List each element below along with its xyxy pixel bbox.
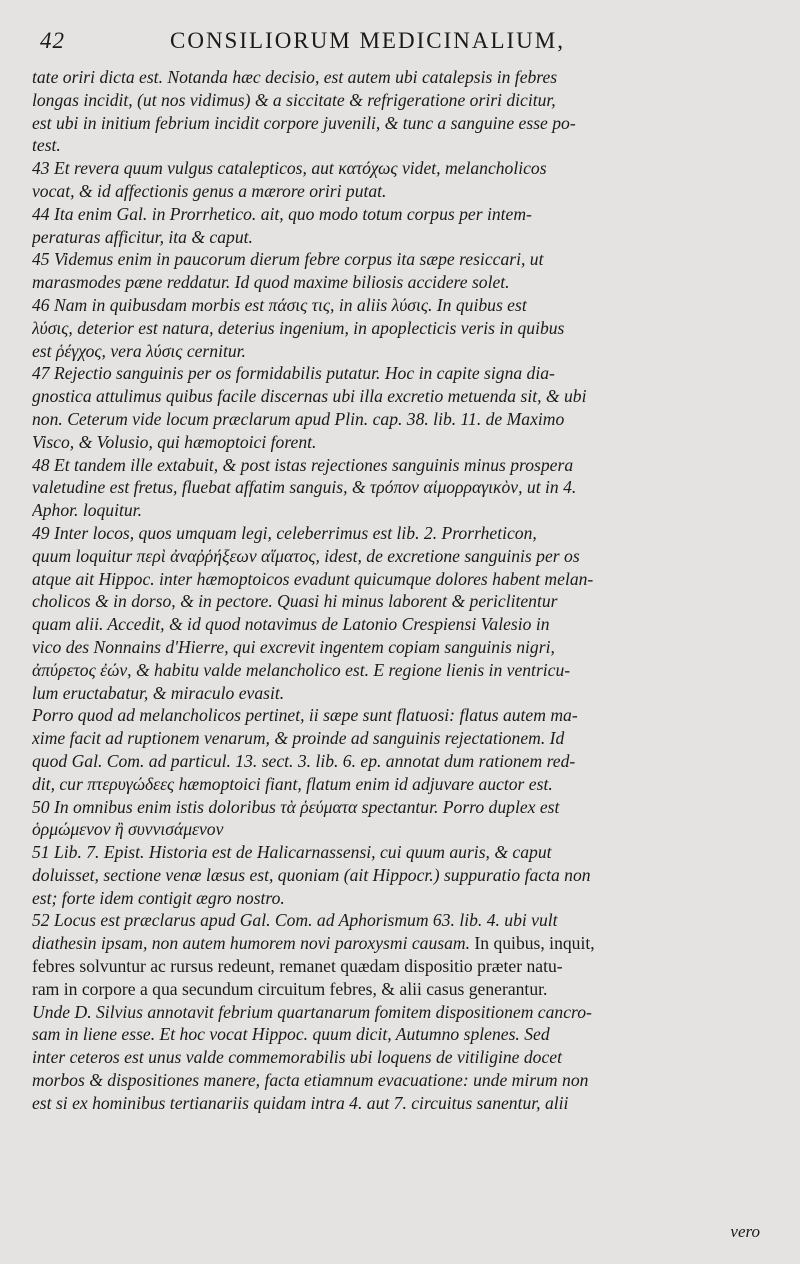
page-header xyxy=(40,22,770,62)
text-line: Porro quod ad melancholicos pertinet, ii sæpe sunt flatuosi: flatus autem ma- xyxy=(32,705,578,726)
text-line xyxy=(32,932,776,955)
text-line: febres solvuntur ac rursus redeunt, remanet quædam dispositio præter natu- xyxy=(32,956,563,977)
text-line: cholicos & in dorso, & in pectore. Quasi hi minus laborent & periclitentur xyxy=(32,591,558,612)
text-line: marasmodes pæne reddatur. Id quod maxime biliosis accidere solet. xyxy=(32,272,510,293)
text-line: test. xyxy=(32,135,61,156)
text-line: non. Ceterum vide locum præclarum apud Plin. cap. 38. lib. 11. de Maximo xyxy=(32,408,565,429)
text-line: 45 Videmus enim in paucorum dierum febre corpus ita sæpe resiccari, ut xyxy=(32,249,544,270)
text-line: tate oriri dicta est. Notanda hæc decisio, est autem ubi catalepsis in febres xyxy=(32,67,558,87)
text-line: 51 Lib. 7. Epist. Historia est de Halicarnassensi, cui quum auris, & caput xyxy=(32,842,552,863)
text-line: est si ex hominibus tertianariis quidam intra 4. aut 7. circuitus sanentur, alii xyxy=(32,1092,569,1113)
text-line: 43 Et revera quum vulgus catalepticos, aut κατόχως videt, melancholicos xyxy=(32,158,547,179)
text-line: longas incidit, (ut nos vidimus) & a siccitate & refrigeratione oriri dicitur, xyxy=(32,89,556,110)
text-line: xime facit ad ruptionem venarum, & proinde ad sanguinis rejectationem. Id xyxy=(32,728,565,749)
text-line: 48 Et tandem ille extabuit, & post istas rejectiones sanguinis minus prospera xyxy=(32,454,574,475)
text-line: Aphor. loquitur. xyxy=(32,500,142,521)
text-line: dit, cur πτερυγώδεες hæmoptoici fiant, flatum enim id adjuvare auctor est. xyxy=(32,773,553,794)
text-line: ἀπύρετος ἐών, & habitu valde melancholico est. E regione lienis in ventricu- xyxy=(32,659,571,680)
text-line: ὁρμώμενον ἢ συννισάμενον xyxy=(32,819,224,840)
text-line-roman-part: In quibus, inquit, xyxy=(474,933,595,954)
text-line-italic-part: diathesin ipsam, non autem humorem novi paroxysmi causam. xyxy=(32,933,475,954)
text-line: valetudine est fretus, fluebat affatim sanguis, & τρόπον αἱμορραγικὸν, ut in 4. xyxy=(32,477,577,498)
text-line: quod Gal. Com. ad particul. 13. sect. 3. lib. 6. ep. annotat dum rationem red- xyxy=(32,750,576,771)
text-line: λύσις, deterior est natura, deterius ingenium, in apoplecticis veris in quibus xyxy=(32,317,565,338)
text-line: vocat, & id affectionis genus a mærore oriri putat. xyxy=(32,180,387,201)
text-line: est; forte idem contigit ægro nostro. xyxy=(32,887,285,908)
text-line: atque ait Hippoc. inter hæmoptoicos evadunt quicumque dolores habent melan- xyxy=(32,568,594,589)
text-line: gnostica attulimus quibus facile discernas ubi illa excretio metuenda sit, & ubi xyxy=(32,386,587,407)
text-line: Visco, & Volusio, qui hæmoptoici forent. xyxy=(32,431,317,452)
text-line: quum loquitur περὶ ἀναῤῥήξεων αἵματος, idest, de excretione sanguinis per os xyxy=(32,545,580,566)
text-line: quam alii. Accedit, & id quod notavimus de Latonio Crespiensi Valesio in xyxy=(32,614,550,635)
text-line: ram in corpore a qua secundum circuitum febres, & alii casus generantur. xyxy=(32,978,548,999)
text-line: morbos & dispositiones manere, facta etiamnum evacuatione: unde mirum non xyxy=(32,1070,589,1091)
text-line: 50 In omnibus enim istis doloribus τὰ ῥεύματα spectantur. Porro duplex est xyxy=(32,796,560,817)
page-number: 42 xyxy=(40,28,65,53)
text-line: peraturas afficitur, ita & caput. xyxy=(32,226,253,247)
catchword: vero xyxy=(730,1222,760,1241)
running-title: CONSILIORUM MEDICINALIUM, xyxy=(170,28,565,53)
text-line: est ubi in initium febrium incidit corpore juvenili, & tunc a sanguine esse po- xyxy=(32,112,576,133)
text-line: 49 Inter locos, quos umquam legi, celeberrimus est lib. 2. Prorrheticon, xyxy=(32,522,537,543)
text-line: doluisset, sectione venæ læsus est, quoniam (ait Hippocr.) suppuratio facta non xyxy=(32,864,591,885)
text-line: Unde D. Silvius annotavit febrium quartanarum fomitem dispositionem cancro- xyxy=(32,1001,592,1022)
text-line: 47 Rejectio sanguinis per os formidabilis putatur. Hoc in capite signa dia- xyxy=(32,363,555,384)
text-line: 44 Ita enim Gal. in Prorrhetico. ait, quo modo totum corpus per intem- xyxy=(32,203,532,224)
text-line: 46 Nam in quibusdam morbis est πάσις τις, in aliis λύσις. In quibus est xyxy=(32,294,527,315)
text-line: est ῥέγχος, vera λύσις cernitur. xyxy=(32,340,246,361)
body-text xyxy=(32,66,776,1115)
text-line: inter ceteros est unus valde commemorabilis ubi loquens de vitiligine docet xyxy=(32,1047,562,1068)
text-line: 52 Locus est præclarus apud Gal. Com. ad Aphorismum 63. lib. 4. ubi vult xyxy=(32,910,558,931)
text-line: sam in liene esse. Et hoc vocat Hippoc. quum dicit, Autumno splenes. Sed xyxy=(32,1024,550,1045)
text-line: lum eructabatur, & miraculo evasit. xyxy=(32,682,285,703)
text-line: vico des Nonnains d'Hierre, qui excrevit ingentem copiam sanguinis nigri, xyxy=(32,636,555,657)
